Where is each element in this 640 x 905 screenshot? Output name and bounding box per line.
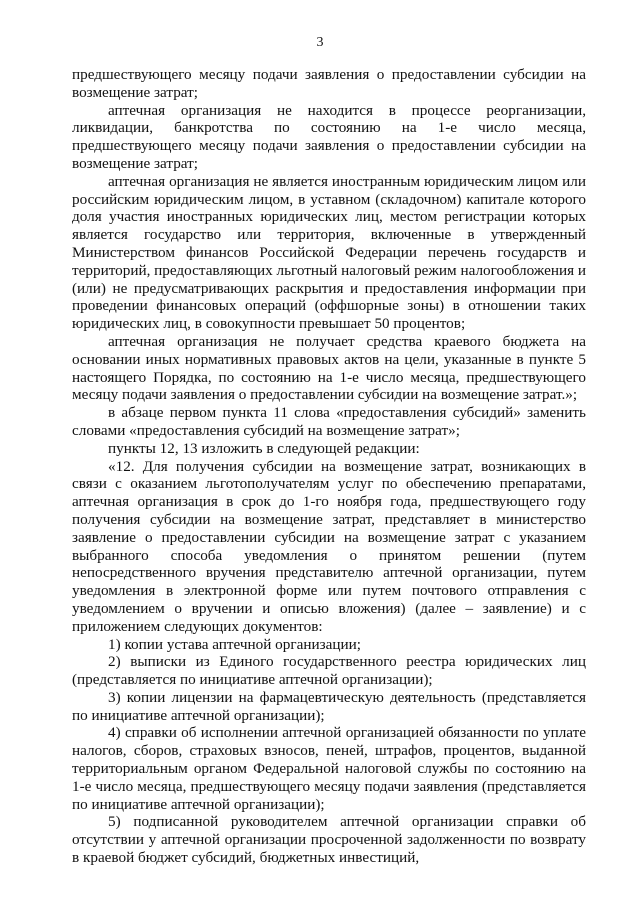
list-item-1: 1) копии устава аптечной организации; bbox=[108, 635, 361, 653]
list-item-5: 5) подписанной руководителем аптечной организации справки об отсутствии у аптечной организации просроченной задолженности по возврату в краевой бюджет субсидий, бюджетных инвестиций, bbox=[72, 813, 586, 867]
paragraph-point-12: «12. Для получения субсидии на возмещение затрат, возникающих в связи с оказанием льготополучателям услуг по обеспечению препаратами, аптечная организация в срок до 1-го ноября года, предшествующего году получения субсидии на возмещение затрат, представляет в министерство заявление о предоставлении субсидии на возмещение затрат с указанием выбранного способа уведомления о принятом решении (путем непосредственного вручения представителю аптечной организации, путем уведомления в электронной форме или путем почтового отправления с уведомлением о вручении и описью вложения) (далее – заявление) и с приложением следующих документов: bbox=[72, 457, 586, 635]
paragraph-no-reorganization: аптечная организация не находится в процессе реорганизации, ликвидации, банкротства по состоянию на 1-е число месяца, предшествующего месяцу подачи заявления о предоставлении субсидии на возмещение затрат; bbox=[72, 101, 586, 172]
paragraph-no-other-budget-funds: аптечная организация не получает средства краевого бюджета на основании иных нормативных правовых актов на цели, указанные в пункте 5 настоящего Порядка, по состоянию на 1-е число месяца, предшествующего месяцу подачи заявления о предоставлении субсидии на возмещение затрат.»; bbox=[72, 332, 586, 404]
paragraph-continuation: предшествующего месяцу подачи заявления о предоставлении субсидии на возмещение затрат; bbox=[72, 66, 586, 101]
page-number: 3 bbox=[316, 35, 324, 50]
paragraph-not-foreign-entity: аптечная организация не является иностранным юридическим лицом или российским юридическим лицом, в уставном (складочном) капитале которого доля участия иностранных юридических лиц, местом регистрации которых является государство или территория, включенные в утвержденный Министерством финансов Российской Федерации перечень государств и территорий, предоставляющих льготный налоговый режим налогообложения и (или) не предусматривающих раскрытия и предоставления информации при проведении финансовых операций (оффшорные зоны) в отношении таких юридических лиц, в совокупности превышает 50 процентов; bbox=[72, 172, 587, 333]
document-body bbox=[72, 66, 586, 867]
paragraph-amend-point-11: в абзаце первом пункта 11 слова «предоставления субсидий» заменить словами «предоставления субсидий на возмещение затрат»; bbox=[72, 404, 586, 439]
list-item-4: 4) справки об исполнении аптечной организацией обязанности по уплате налогов, сборов, страховых взносов, пеней, штрафов, процентов, выданной территориальным органом Федеральной налоговой службы по состоянию на 1-е число месяца, предшествующего месяцу подачи заявления (представляется по инициативе аптечной организации); bbox=[72, 724, 586, 813]
list-item-3: 3) копии лицензии на фармацевтическую деятельность (представляется по инициативе аптечной организации); bbox=[72, 688, 586, 724]
list-item-2: 2) выписки из Единого государственного реестра юридических лиц (представляется по инициативе аптечной организации); bbox=[72, 653, 586, 689]
paragraph-points-12-13-intro: пункты 12, 13 изложить в следующей редакции: bbox=[108, 439, 420, 457]
